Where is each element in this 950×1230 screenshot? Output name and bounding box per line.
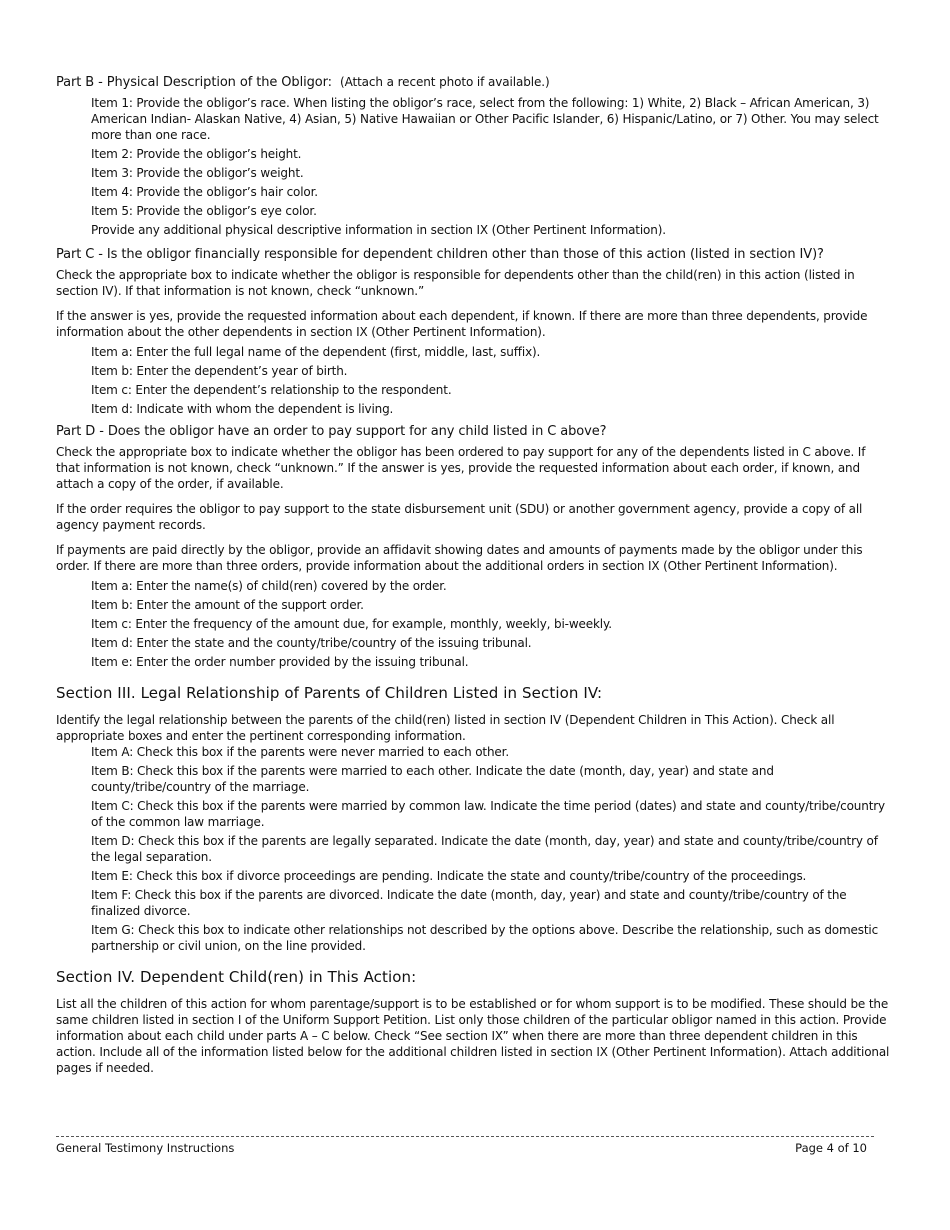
section-3-item-b: Item B: Check this box if the parents were married to each other. Indicate the date (month, day, year) and state and county/tribe/country of the marriage. [91,764,774,794]
section-3-paragraph: Identify the legal relationship between the parents of the child(ren) listed in section IV (Dependent Children in This Action). Check all appropriate boxes and enter the pertinent corresponding information. [56,713,835,743]
part-d-paragraph-2: If the order requires the obligor to pay support to the state disbursement unit (SDU) or another government agency, provide a copy of all agency payment records. [56,502,863,532]
section-3-items [56,744,891,954]
part-b-note: (Attach a recent photo if available.) [339,75,550,89]
section-4-paragraph: List all the children of this action for whom parentage/support is to be established or for whom support is to be modified. These should be the same children listed in section I of the Uniform Support Petition. List only those children of the particular obligor named in this action. Provide information about each child under parts A – C below. Check “See section IX” when there are more than three dependent children in this action. Include all of the information listed below for the additional children listed in section IX (Other Pertinent Information). Attach additional pages if needed. [56,997,890,1075]
part-b-item-2: Item 2: Provide the obligor’s height. [91,147,302,161]
part-d-item-a: Item a: Enter the name(s) of child(ren) covered by the order. [91,579,447,593]
part-c-item-b: Item b: Enter the dependent’s year of birth. [91,364,348,378]
footer-divider [56,1136,874,1137]
part-b-items [56,95,891,238]
part-b-additional: Provide any additional physical descriptive information in section IX (Other Pertinent Information). [91,223,666,237]
part-d-heading: Part D - Does the obligor have an order to pay support for any child listed in C above? [56,424,607,439]
part-d-paragraph-3: If payments are paid directly by the obligor, provide an affidavit showing dates and amounts of payments made by the obligor under this order. If there are more than three orders, provide information about the additional orders in section IX (Other Pertinent Information). [56,543,863,573]
section-3-item-e: Item E: Check this box if divorce proceedings are pending. Indicate the state and county/tribe/country of the proceedings. [91,869,807,883]
footer-title: General Testimony Instructions [56,1141,235,1155]
section-3-item-a: Item A: Check this box if the parents were never married to each other. [91,745,509,759]
part-d-item-e: Item e: Enter the order number provided by the issuing tribunal. [91,655,469,669]
part-b-item-4: Item 4: Provide the obligor’s hair color. [91,185,318,199]
part-b-item-1: Item 1: Provide the obligor’s race. When listing the obligor’s race, select from the following: 1) White, 2) Black – African American, 3) American Indian- Alaskan Native, 4) Asian, 5) Native Hawaiian or Other Pacific Islander, 6) Hispanic/Latino, or 7) Other. You may select more than one race. [91,96,879,142]
part-c-items [56,344,891,417]
part-c-item-c: Item c: Enter the dependent’s relationship to the respondent. [91,383,452,397]
part-d-item-d: Item d: Enter the state and the county/tribe/country of the issuing tribunal. [91,636,532,650]
part-c-heading: Part C - Is the obligor financially responsible for dependent children other than those of this action (listed in section IV)? [56,247,824,262]
part-b-item-5: Item 5: Provide the obligor’s eye color. [91,204,317,218]
section-4-heading: Section IV. Dependent Child(ren) in This Action: [56,968,417,986]
section-3-item-c: Item C: Check this box if the parents were married by common law. Indicate the time period (dates) and state and county/tribe/country of the common law marriage. [91,799,886,829]
part-c-paragraph-2: If the answer is yes, provide the requested information about each dependent, if known. If there are more than three dependents, provide information about the other dependents in section IX (Other Pertinent Information). [56,309,868,339]
part-b-item-3: Item 3: Provide the obligor’s weight. [91,166,304,180]
section-3-item-d: Item D: Check this box if the parents are legally separated. Indicate the date (month, day, year) and state and county/tribe/country of the legal separation. [91,834,878,864]
document-page [56,74,891,1076]
part-c-paragraph-1: Check the appropriate box to indicate whether the obligor is responsible for dependents other than the child(ren) in this action (listed in section IV). If that information is not known, check “unknown.” [56,268,855,298]
part-c-item-d: Item d: Indicate with whom the dependent is living. [91,402,394,416]
part-d-paragraph-1: Check the appropriate box to indicate whether the obligor has been ordered to pay support for any of the dependents listed in C above. If that information is not known, check “unknown.” If the answer is yes, provide the requested information about each order, if known, and attach a copy of the order, if available. [56,445,866,491]
part-c-item-a: Item a: Enter the full legal name of the dependent (first, middle, last, suffix). [91,345,541,359]
page-number: Page 4 of 10 [795,1141,867,1155]
part-b-heading: Part B - Physical Description of the Obligor: (Attach a recent photo if available.) [56,75,550,90]
section-3-item-f: Item F: Check this box if the parents are divorced. Indicate the date (month, day, year) and state and county/tribe/country of the finalized divorce. [91,888,847,918]
part-d-item-b: Item b: Enter the amount of the support order. [91,598,364,612]
part-d-item-c: Item c: Enter the frequency of the amount due, for example, monthly, weekly, bi-weekly. [91,617,612,631]
section-3-heading: Section III. Legal Relationship of Parents of Children Listed in Section IV: [56,684,603,702]
page-footer [56,1141,867,1156]
part-d-items [56,578,891,670]
section-3-item-g: Item G: Check this box to indicate other relationships not described by the options above. Describe the relationship, such as domestic partnership or civil union, on the line provided. [91,923,879,953]
